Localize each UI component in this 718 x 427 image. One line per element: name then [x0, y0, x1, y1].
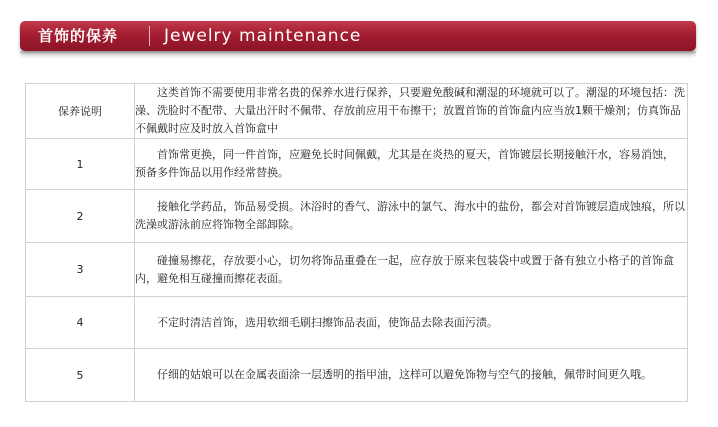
row-text-content: 接触化学药品，饰品易受损。沐浴时的香气、游泳中的氯气、海水中的盐份，都会对首饰镀层造成蚀痕，所以洗澡或游泳前应将饰物全部卸除。: [135, 200, 685, 231]
row-text-content: 不定时清洁首饰，选用软细毛刷扫擦饰品表面，使饰品去除表面污渍。: [157, 315, 498, 329]
row-text: [135, 243, 688, 297]
header-title-english: Jewelry maintenance: [164, 26, 362, 46]
row-text: [135, 349, 688, 402]
row-label: 5: [26, 349, 135, 402]
row-text-content: 首饰常更换，同一件首饰，应避免长时间佩戴，尤其是在炎热的夏天，首饰镀层长期接触汗水，容易消蚀， 预备多件饰品以用作经常替换。: [135, 148, 680, 179]
row-text: [135, 139, 688, 190]
row-label: 1: [26, 139, 135, 190]
row-text-content: 这类首饰不需要使用非常名贵的保养水进行保养，只要避免酸碱和潮湿的环境就可以了。潮湿的环境包括：洗澡、洗脸时不配带、大量出汗时不佩带、存放前应用干布擦干；放置首饰的首饰盒内应当放1颗干燥剂；仿真饰品不佩戴时应及时放入首饰盒中: [135, 86, 685, 135]
table-row-4: [26, 297, 688, 349]
table-row-5: [26, 349, 688, 402]
header-shadow: [20, 51, 696, 59]
table-row-3: [26, 243, 688, 297]
header-divider: [149, 26, 150, 46]
table-row-intro: [26, 84, 688, 139]
row-text: [135, 190, 688, 243]
row-label: 3: [26, 243, 135, 297]
row-text-content: 仔细的姑娘可以在金属表面涂一层透明的指甲油，这样可以避免饰物与空气的接触，佩带时间更久哦。: [157, 368, 652, 381]
table-row-2: [26, 190, 688, 243]
header-title-chinese: 首饰的保养: [38, 27, 119, 45]
maintenance-table: [25, 83, 688, 402]
table-row-1: [26, 139, 688, 190]
row-label: 4: [26, 297, 135, 349]
row-text: [135, 297, 688, 349]
row-label: 保养说明: [26, 84, 135, 139]
row-text-content: 碰撞易擦花，存放要小心，切勿将饰品重叠在一起，应存放于原来包装袋中或置于备有独立小格子的首饰盒内，避免相互碰撞而擦花表面。: [135, 253, 674, 285]
row-label: 2: [26, 190, 135, 243]
row-text: [135, 84, 688, 139]
